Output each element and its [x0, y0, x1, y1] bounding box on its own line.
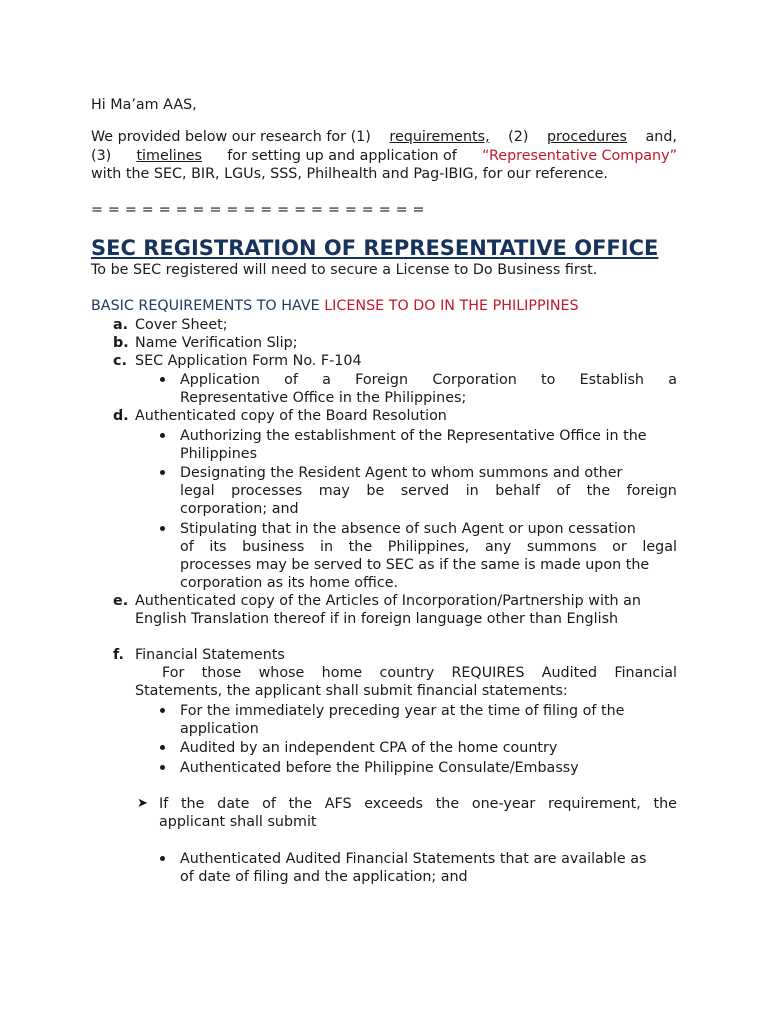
word: in	[320, 539, 334, 555]
word: in	[465, 483, 479, 499]
word: of	[180, 539, 194, 555]
arrowhead-icon: ➤	[137, 796, 148, 811]
bullet-dot-icon	[160, 433, 165, 438]
word: behalf	[495, 483, 540, 499]
list-item-f-bullet-3: Authenticated before the Philippine Consulate/Embassy	[180, 760, 579, 776]
word: home	[321, 665, 363, 681]
list-item-f-paragraph-line-2: Statements, the applicant shall submit financial statements:	[135, 683, 568, 699]
representative-company-text: “Representative Company”	[482, 148, 677, 164]
bullet-dot-icon	[160, 526, 165, 531]
list-item-c-bullet-1-line-1	[180, 371, 677, 389]
list-item-d-bullet-2-line-3: corporation; and	[180, 501, 299, 517]
list-marker-b: b.	[113, 335, 129, 351]
list-item-e-line-2: English Translation thereof if in foreign language other than English	[135, 611, 619, 627]
list-item-f-bullet-1-line-2: application	[180, 721, 259, 737]
list-marker-c: c.	[113, 353, 127, 369]
list-item-d-bullet-3-line-2	[180, 538, 677, 556]
word: one-year	[471, 796, 536, 812]
word: date	[217, 796, 250, 812]
list-item-a: Cover Sheet;	[135, 317, 228, 333]
word: the	[348, 539, 373, 555]
word: summons	[526, 539, 597, 555]
word: If	[159, 796, 169, 812]
bullet-dot-icon	[160, 708, 165, 713]
word: legal	[642, 539, 677, 555]
word: served	[400, 483, 450, 499]
word: of	[262, 796, 276, 812]
arrow-item-line-2: applicant shall submit	[159, 814, 317, 830]
intro-line-1: We provided below our research for (1) requirements, (2) procedures and,	[91, 129, 677, 145]
bullet-dot-icon	[160, 377, 165, 382]
greeting: Hi Ma’am AAS,	[91, 97, 197, 113]
list-item-e-line-1: Authenticated copy of the Articles of Incorporation/Partnership with an	[135, 593, 641, 609]
word: those	[201, 665, 242, 681]
word: AFS	[324, 796, 352, 812]
word: For	[162, 665, 185, 681]
list-item-c: SEC Application Form No. F-104	[135, 353, 362, 369]
word: Establish	[579, 372, 644, 388]
bullet-dot-icon	[160, 745, 165, 750]
word: the	[586, 483, 611, 499]
word: Foreign	[355, 372, 409, 388]
bullet-dot-icon	[160, 470, 165, 475]
list-item-f-bullet-1-line-1: For the immediately preceding year at the time of filing of the	[180, 703, 625, 719]
word: Audited	[541, 665, 598, 681]
word: exceeds	[364, 796, 423, 812]
list-item-c-bullet-1-line-2: Representative Office in the Philippines;	[180, 390, 467, 406]
word: be	[366, 483, 385, 499]
list-item-d: Authenticated copy of the Board Resolution	[135, 408, 447, 424]
intro-line-3: with the SEC, BIR, LGUs, SSS, Philhealth and Pag-IBIG, for our reference.	[91, 166, 608, 182]
word: its	[209, 539, 227, 555]
word: to	[541, 372, 556, 388]
word: the	[435, 796, 460, 812]
list-item-f-bullet-4-line-1: Authenticated Audited Financial Statements that are available as	[180, 851, 647, 867]
requirements-heading: BASIC REQUIREMENTS TO HAVE LICENSE TO DO IN THE PHILIPPINES	[91, 298, 579, 314]
word: whose	[258, 665, 305, 681]
word: of	[556, 483, 571, 499]
word: any	[484, 539, 512, 555]
section-subtitle: To be SEC registered will need to secure a License to Do Business first.	[91, 262, 598, 278]
list-marker-d: d.	[113, 408, 129, 424]
list-item-b: Name Verification Slip;	[135, 335, 298, 351]
word: the	[653, 796, 677, 812]
link-timelines: timelines	[136, 148, 203, 164]
list-item-d-bullet-1-line-1: Authorizing the establishment of the Representative Office in the	[180, 428, 647, 444]
word: the	[288, 796, 313, 812]
word: Philippines,	[387, 539, 470, 555]
word: a	[668, 372, 677, 388]
list-marker-f: f.	[113, 647, 124, 663]
word: or	[612, 539, 627, 555]
section-title: SEC REGISTRATION OF REPRESENTATIVE OFFICE	[91, 236, 659, 260]
word: may	[318, 483, 350, 499]
word: legal	[180, 483, 215, 499]
word: a	[322, 372, 331, 388]
list-item-d-bullet-1-line-2: Philippines	[180, 446, 258, 462]
arrow-item-line-1	[159, 795, 677, 813]
list-item-d-bullet-3-line-4: corporation as its home office.	[180, 575, 399, 591]
word: foreign	[626, 483, 677, 499]
word: business	[242, 539, 305, 555]
word: Application	[180, 372, 260, 388]
list-item-d-bullet-2-line-2	[180, 482, 677, 500]
link-procedures: procedures	[546, 129, 627, 145]
list-marker-e: e.	[113, 593, 129, 609]
list-item-d-bullet-3-line-1: Stipulating that in the absence of such Agent or upon cessation	[180, 521, 636, 537]
list-item-f-paragraph-line-1	[162, 664, 677, 682]
word: requirement,	[548, 796, 641, 812]
list-item-f: Financial Statements	[135, 647, 285, 663]
word: the	[180, 796, 205, 812]
word: country	[379, 665, 435, 681]
word: REQUIRES	[451, 665, 525, 681]
word: of	[284, 372, 298, 388]
list-marker-a: a.	[113, 317, 129, 333]
link-requirements: requirements,	[389, 129, 490, 145]
list-item-d-bullet-3-line-3: processes may be served to SEC as if the same is made upon the	[180, 557, 650, 573]
intro-line-2: (3) timelines for setting up and application of “Representative Company”	[91, 148, 677, 164]
bullet-dot-icon	[160, 765, 165, 770]
word: processes	[231, 483, 303, 499]
word: Corporation	[432, 372, 517, 388]
word: Financial	[614, 665, 677, 681]
list-item-d-bullet-2-line-1: Designating the Resident Agent to whom summons and other	[180, 465, 623, 481]
list-item-f-bullet-4-line-2: of date of filing and the application; and	[180, 869, 468, 885]
divider-line: = = = = = = = = = = = = = = = = = = = =	[91, 202, 425, 218]
list-item-f-bullet-2: Audited by an independent CPA of the home country	[180, 740, 558, 756]
bullet-dot-icon	[160, 856, 165, 861]
